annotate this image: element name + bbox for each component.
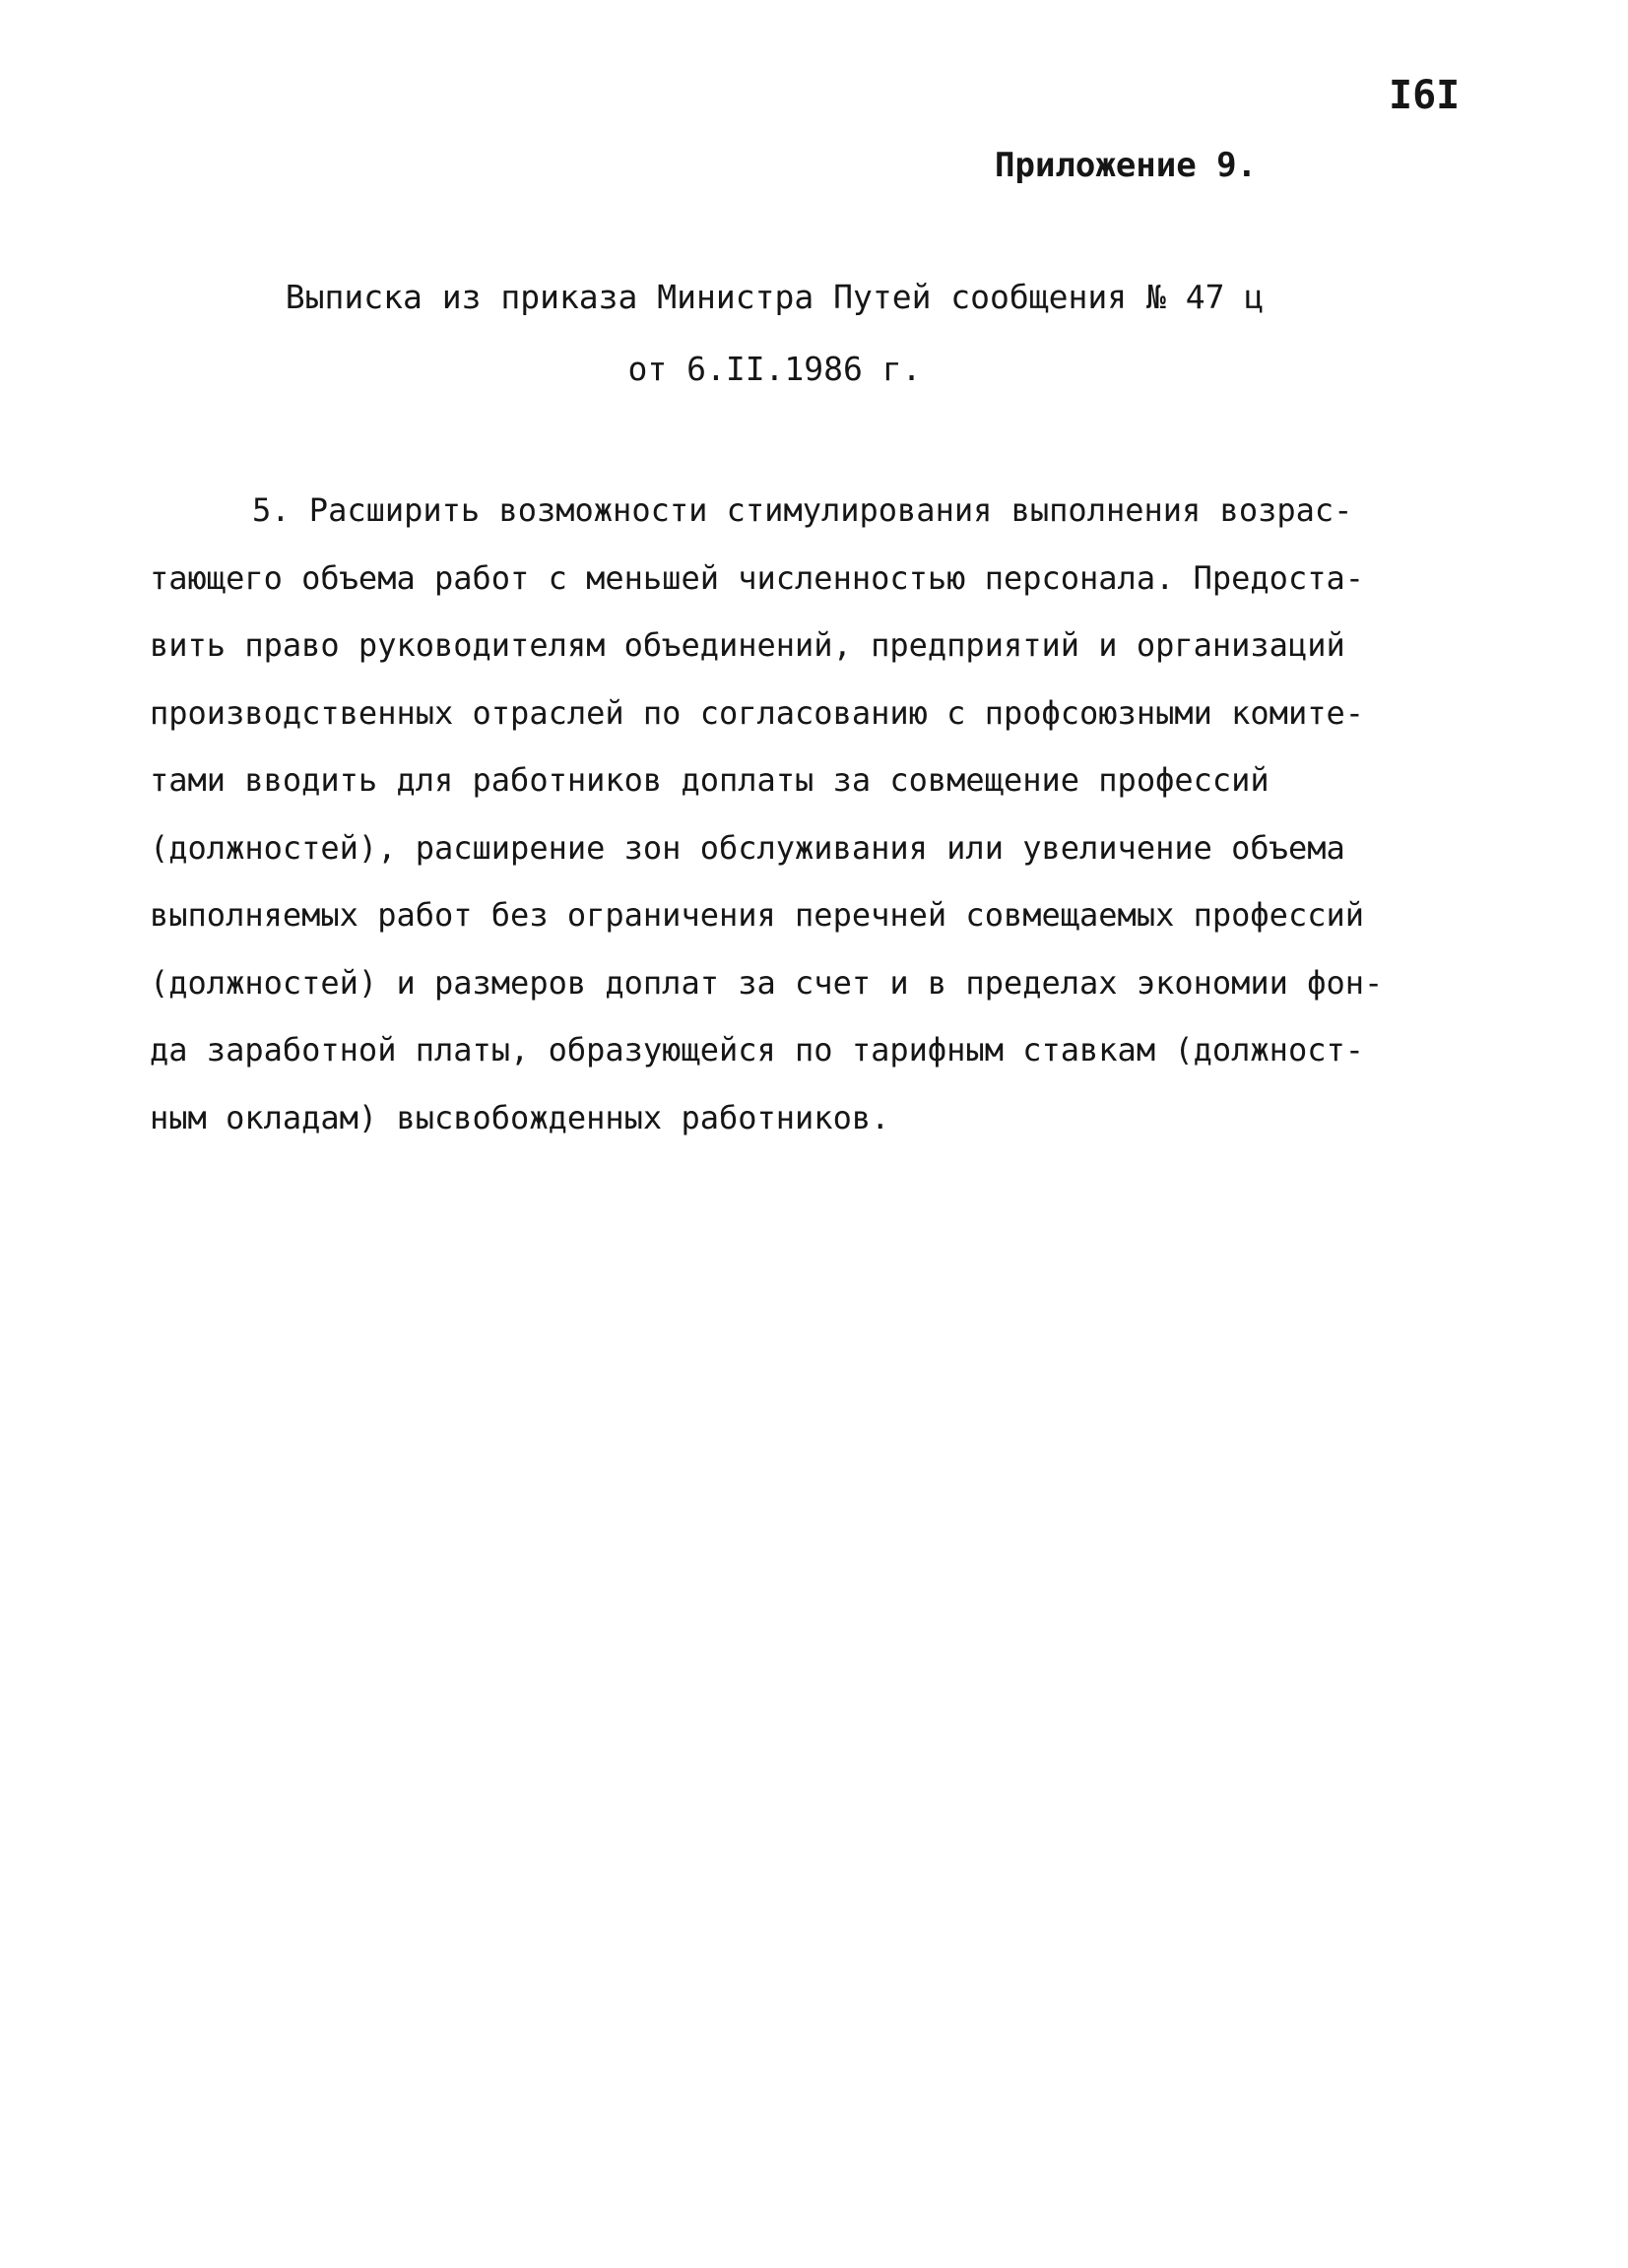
page-number: I6I — [1389, 73, 1461, 118]
body-line: да заработной платы, образующейся по тарифным ставкам (должност- — [150, 1031, 1364, 1069]
body-line: тающего объема работ с меньшей численностью персонала. Предоста- — [150, 558, 1364, 597]
body-line: 5. Расширить возможности стимулирования выполнения возрас- — [252, 491, 1353, 529]
body-paragraph — [150, 477, 1529, 1151]
body-line: выполняемых работ без ограничения перечней совмещаемых профессий — [150, 896, 1364, 934]
body-line: тами вводить для работников доплаты за совмещение профессий — [150, 761, 1270, 799]
document-title-line-1: Выписка из приказа Министра Путей сообщения № 47 ц — [285, 278, 1265, 316]
body-line: вить право руководителям объединений, предприятий и организаций — [150, 626, 1345, 664]
body-line: ным окладам) высвобожденных работников. — [150, 1098, 890, 1136]
body-line: производственных отраслей по согласованию с профсоюзными комите- — [150, 693, 1364, 732]
document-title-line-2: от 6.II.1986 г. — [627, 350, 922, 388]
appendix-label: Приложение 9. — [995, 146, 1258, 185]
body-line: (должностей), расширение зон обслуживания или увеличение объема — [150, 828, 1345, 867]
body-line: (должностей) и размеров доплат за счет и в пределах экономии фон- — [150, 963, 1384, 1002]
